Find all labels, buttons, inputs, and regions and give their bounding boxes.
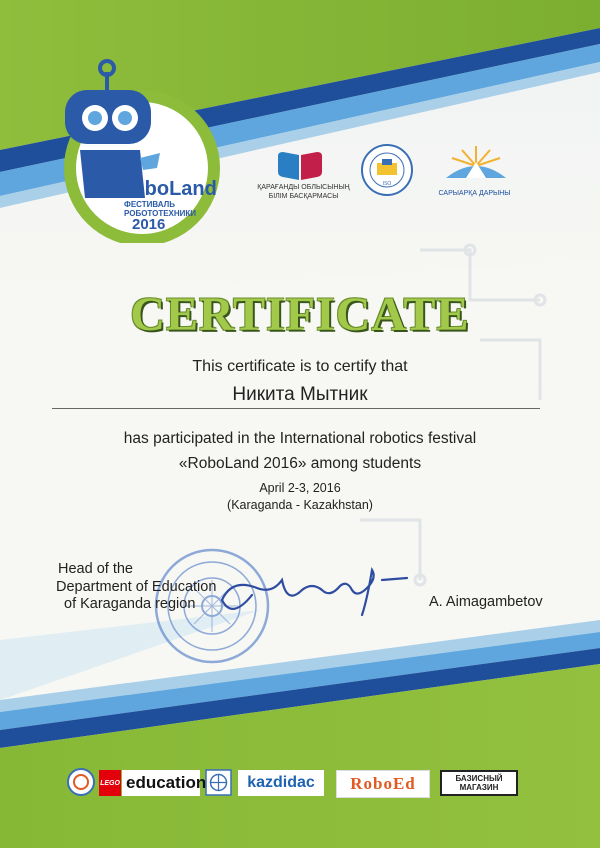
sponsor-emblem-icon [205, 769, 232, 796]
logo-title: RoboLand [118, 178, 217, 200]
svg-text:ISO: ISO [382, 181, 392, 187]
signatory-name: A. Aimagambetov [429, 594, 543, 610]
signatory-position-line2: Department of Education [56, 579, 217, 595]
event-place: (Karaganda - Kazakhstan) [227, 498, 373, 512]
kazdidac-logo: kazdidac [238, 770, 324, 796]
logo-subtitle: ФЕСТИВАЛЬ РОБОТОТЕХНИКИ [124, 200, 197, 218]
education-logo: education [122, 770, 200, 796]
education-office-emblem [275, 150, 325, 182]
signatory-position-line1: Head of the [58, 561, 133, 577]
name-underline [52, 408, 540, 409]
logo-year: 2016 [132, 216, 166, 233]
bazis-line2: МАГАЗИН [459, 783, 499, 792]
signatory-position-line3: of Karaganda region [64, 596, 196, 612]
event-text: «RoboLand 2016» among students [178, 455, 422, 472]
certify-intro: This certificate is to certify that [192, 358, 408, 375]
bazis-line1: БАЗИСНЫЙ [455, 774, 503, 783]
participation-text: has participated in the International robotics festival [123, 430, 477, 447]
education-office-label: ҚАРАҒАНДЫ ОБЛЫСЫНЫҢ БІЛІМ БАСҚАРМАСЫ [257, 184, 350, 200]
roboed-logo: RoboEd [336, 770, 430, 798]
certificate-title: CERTIFICATE [130, 288, 470, 341]
recipient-name: Никита Мытник [232, 384, 368, 405]
bazis-store-logo [440, 770, 518, 796]
lego-logo: LEGO [99, 770, 121, 796]
event-date: April 2-3, 2016 [259, 481, 341, 495]
saryarka-daryny-emblem [440, 144, 512, 190]
saryarka-daryny-label: САРЫАРҚА ДАРЫНЫ [438, 190, 511, 197]
sponsor-seal-icon [66, 767, 96, 797]
handwritten-signature [212, 560, 412, 620]
iso-seal-icon [360, 143, 414, 197]
